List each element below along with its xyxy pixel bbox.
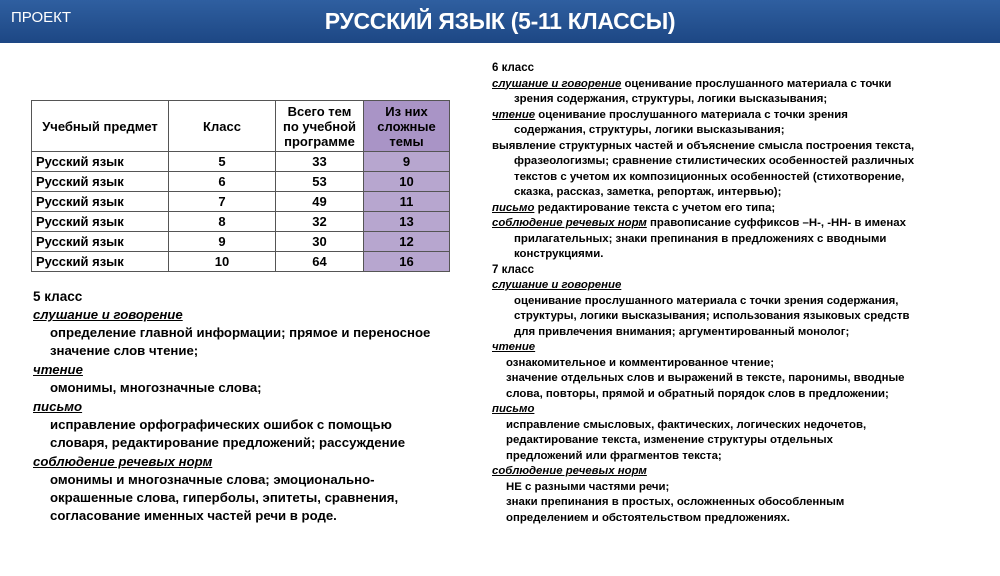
grade5-title: 5 класс: [33, 289, 83, 304]
column-header-grade: Класс: [169, 101, 276, 152]
cell-total: 30: [276, 232, 364, 252]
cell-difficult: 13: [364, 212, 450, 232]
grade7-reading-label: чтение: [492, 341, 536, 353]
cell-grade: 7: [169, 192, 276, 212]
cell-subject: Русский язык: [32, 232, 169, 252]
cell-total: 33: [276, 152, 364, 172]
grades-6-7-section: [492, 61, 962, 526]
grade7-writing-text-3: предложений или фрагментов текста;: [506, 449, 722, 462]
cell-difficult: 12: [364, 232, 450, 252]
grade6-norms-text: правописание суффиксов –Н-, -НН- в именах: [646, 217, 906, 229]
cell-subject: Русский язык: [32, 212, 169, 232]
grade7-listening-text: оценивание прослушанного материала с точки зрения содержания,: [514, 294, 899, 307]
grade7-writing-text-2: редактирование текста, изменение структуры отдельных: [506, 434, 833, 446]
grade7-title: 7 класс: [492, 263, 534, 276]
table-row: [32, 252, 450, 272]
grade5-writing-text: исправление орфографических ошибок с помощью словаря, редактирование предложений; рассуждение: [50, 417, 406, 450]
grade6-reading-text-cont: содержания, структуры, логики высказывания;: [514, 124, 785, 136]
grade6-writing-label: письмо: [492, 201, 535, 214]
cell-total: 53: [276, 172, 364, 192]
grade5-listening-label: слушание и говорение: [33, 307, 183, 322]
project-label: ПРОЕКТ: [11, 9, 72, 26]
cell-difficult: 9: [364, 152, 450, 172]
grade7-reading-text-2: значение отдельных слов и выражений в тексте, паронимы, вводные: [506, 372, 905, 384]
grade6-listening-label: слушание и говорение: [492, 77, 622, 90]
grade6-structure-text-4: сказка, рассказ, заметка, репортаж, интервью);: [514, 186, 782, 198]
grade5-listening-text: определение главной информации; прямое и переносное значение слов чтение;: [50, 325, 431, 358]
cell-difficult: 10: [364, 172, 450, 192]
grade5-norms-text: омонимы и многозначные слова; эмоционально-окрашенные слова, гиперболы, эпитеты, сравнения, согласование именных частей речи в роде.: [50, 472, 399, 523]
cell-total: 64: [276, 252, 364, 272]
cell-difficult: 16: [364, 252, 450, 272]
grade7-norms-label: соблюдение речевых норм: [492, 465, 647, 477]
topics-table: [31, 100, 450, 272]
column-header-difficult: Из них сложные темы: [364, 101, 450, 152]
grade7-listening-text-2: структуры, логики высказывания; использования языковых средств: [514, 310, 910, 322]
grade6-norms-text-2: прилагательных; знаки препинания в предложениях с вводными: [514, 232, 887, 245]
grade5-reading-label: чтение: [33, 362, 83, 377]
grade6-structure-text-2: фразеологизмы; сравнение стилистических особенностей различных: [514, 155, 915, 167]
table-header-row: [32, 101, 450, 152]
column-header-subject: Учебный предмет: [32, 101, 169, 152]
grade6-norms-label: соблюдение речевых норм: [492, 217, 647, 229]
table-row: [32, 212, 450, 232]
grade7-norms-text-3: определением и обстоятельством предложениях.: [506, 511, 790, 524]
cell-subject: Русский язык: [32, 152, 169, 172]
cell-grade: 5: [169, 152, 276, 172]
grade6-reading-label: чтение: [492, 108, 536, 121]
grade6-listening-text-cont: зрения содержания, структуры, логики высказывания;: [514, 93, 828, 105]
grade7-norms-text-2: знаки препинания в простых, осложненных обособленным: [506, 496, 845, 508]
grade7-writing-text: исправление смысловых, фактических, логических недочетов,: [506, 418, 867, 431]
cell-grade: 9: [169, 232, 276, 252]
grade7-writing-label: письмо: [492, 403, 535, 415]
grade7-norms-text: НЕ с разными частями речи;: [506, 480, 670, 493]
table-row: [32, 152, 450, 172]
grade6-title: 6 класс: [492, 62, 534, 74]
grade7-listening-text-3: для привлечения внимания; аргументированный монолог;: [514, 325, 850, 338]
grade7-reading-text: ознакомительное и комментированное чтение;: [506, 356, 774, 369]
cell-grade: 6: [169, 172, 276, 192]
grade6-listening-text: оценивание прослушанного материала с точки: [621, 77, 892, 90]
cell-subject: Русский язык: [32, 192, 169, 212]
grade7-listening-label: слушание и говорение: [492, 279, 622, 291]
grade5-norms-label: соблюдение речевых норм: [33, 454, 213, 469]
grade7-reading-text-3: слова, повторы, прямой и обратный порядок слов в предложении;: [506, 387, 889, 400]
page-title: РУССКИЙ ЯЗЫК (5-11 КЛАССЫ): [324, 8, 676, 34]
grade6-norms-text-3: конструкциями.: [514, 248, 604, 260]
table-row: [32, 172, 450, 192]
grade6-reading-text: оценивание прослушанного материала с точки зрения: [535, 108, 848, 121]
cell-subject: Русский язык: [32, 172, 169, 192]
table-row: [32, 192, 450, 212]
grade5-writing-label: письмо: [33, 399, 83, 414]
cell-subject: Русский язык: [32, 252, 169, 272]
cell-grade: 10: [169, 252, 276, 272]
grade6-structure-text: выявление структурных частей и объяснение смысла построения текста,: [492, 139, 915, 152]
cell-difficult: 11: [364, 192, 450, 212]
column-header-total: Всего тем по учебной программе: [276, 101, 364, 152]
cell-total: 49: [276, 192, 364, 212]
table-row: [32, 232, 450, 252]
grade5-reading-text: омонимы, многозначные слова;: [50, 380, 262, 395]
grade6-writing-text: редактирование текста с учетом его типа;: [534, 201, 776, 214]
cell-total: 32: [276, 212, 364, 232]
cell-grade: 8: [169, 212, 276, 232]
header-bar: [0, 0, 1000, 43]
grade5-section: [33, 289, 433, 527]
grade6-structure-text-3: текстов с учетом их композиционных особенностей (стихотворение,: [514, 170, 905, 183]
